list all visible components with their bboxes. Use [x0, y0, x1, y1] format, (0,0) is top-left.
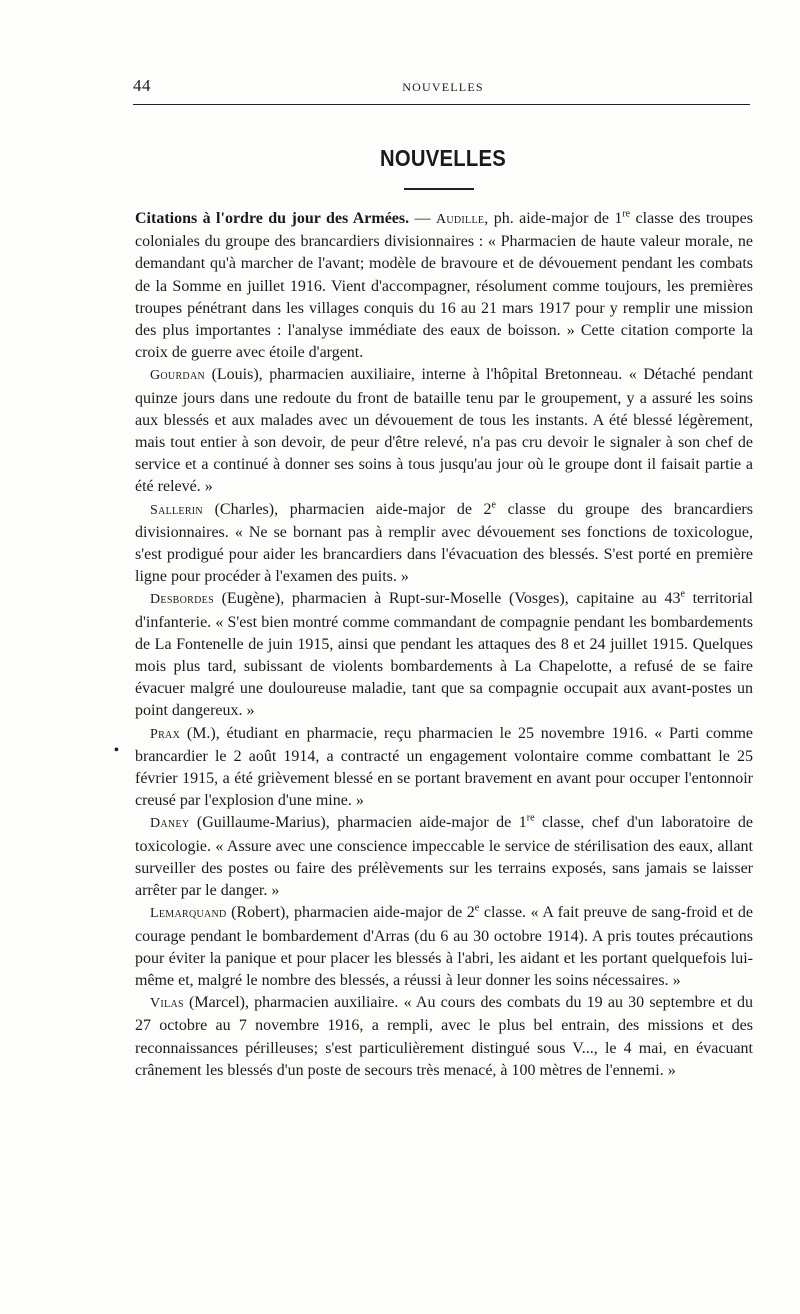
citation-paragraph [135, 902, 753, 992]
person-name: Gourdan [150, 368, 205, 384]
person-name: Daney [150, 816, 190, 832]
page-number: 44 [133, 76, 151, 95]
citation-paragraph [135, 723, 753, 813]
citation-text: (Robert), pharmacien aide-major de 2 [226, 904, 475, 922]
person-name: Desbordes [150, 592, 214, 608]
citation-text: classe des troupes coloniales du groupe des brancardiers divisionnaires : « Pharmacien de haute valeur morale, ne demandant qu'à marcher de l'avant; modèle de bravoure et de dévouement pendant les combats de la Somme en juillet 1916. Vient d'accompagner, résolument comme toujours, les premières troupes pénétrant dans les villages conquis du 16 au 21 mars 1917 pour y remplir une mission des plus importantes : l'analyse immédiate des eaux de boisson. » Cette citation comporte la croix de guerre avec étoile d'argent. [135, 210, 754, 362]
ordinal-suffix: e [491, 499, 496, 511]
person-name: Vilas [150, 996, 184, 1012]
ordinal-suffix: e [680, 589, 685, 601]
running-title: NOUVELLES [402, 80, 484, 94]
citation-text: (Eugène), pharmacien à Rupt-sur-Moselle (Vosges), capitaine au 43 [213, 590, 681, 608]
citation-paragraph [135, 992, 753, 1082]
section-title: NOUVELLES [379, 145, 507, 171]
person-name: Audille [435, 212, 485, 227]
person-name: Lemarquand [150, 906, 227, 922]
citation-paragraph [135, 364, 753, 498]
ordinal-suffix: re [622, 208, 631, 220]
person-name: Sallerin [150, 502, 203, 518]
citation-text: (Charles), pharmacien aide-major de 2 [202, 500, 492, 518]
citation-text: classe du groupe des brancardiers divisionnaires. « Ne se bornant pas à remplir avec dévouement ses fonctions de toxicologue, s'est prodigué pour aider les brancardiers dans l'évacuation des blessés. S'est porté en première ligne pour procéder à l'examen des puits. » [135, 500, 753, 586]
citation-text: classe, chef d'un laboratoire de toxicologie. « Assure avec une conscience impeccable le service de stérilisation des eaux, allant surveiller des postes ou faire des prélèvements sur les terrains exposés, sans jamais se laisser arrêter par le danger. » [135, 814, 754, 900]
ordinal-suffix: re [526, 813, 535, 825]
citation-text: (M.), étudiant en pharmacie, reçu pharmacien le 25 novembre 1916. « Parti comme brancardier le 2 août 1914, a contracté un engagement volontaire comme combattant le 25 février 1915, a été grièvement blessé en se portant bravement en avant pour occuper l'entonnoir creusé par l'explosion d'une mine. » [135, 724, 753, 810]
citation-text: classe. « A fait preuve de sang-froid et de courage pendant le bombardement d'Arras (du 6 au 30 octobre 1914). A pris toutes précautions pour éviter la panique et pour placer les blessés à l'abri, les aidant et les portant quelquefois lui-même et, malgré le nombre des blessés, a réussi à leur donner les soins nécessaires. » [135, 904, 753, 989]
citation-text: (Guillaume-Marius), pharmacien aide-major de 1 [189, 814, 527, 832]
citation-paragraph [135, 588, 753, 722]
citation-heading: Citations à l'ordre du jour des Armées. [135, 210, 410, 227]
citation-text: territorial d'infanterie. « S'est bien montré comme commandant de compagnie pendant les bombardements de La Fontenelle de juin 1915, ainsi que pendant les attaques des 8 et 24 juillet 1915. Quelques mois plus tard, subissant de violents bombardements à La Chapelotte, a refusé de se faire évacuer malgré une douloureuse maladie, tant que sa compagnie occupait aux avant-postes un point dangereux. » [135, 590, 753, 720]
ordinal-suffix: e [474, 902, 480, 914]
citation-paragraph [135, 812, 753, 902]
header-rule [133, 104, 750, 105]
body-text [135, 208, 753, 1082]
person-name: Prax [150, 726, 181, 742]
page-header [133, 76, 753, 100]
margin-dot: • [114, 743, 119, 758]
citation-text: (Louis), pharmacien auxiliaire, interne à l'hôpital Bretonneau. « Détaché pendant quinze jours dans une redoute du front de bataille tenu par le groupement, y a assuré les soins aux blessés et aux malades avec un dévouement de tous les instants. A été blessé légèrement, mais tout entier à son devoir, de peur d'être relevé, n'a pas cru devoir le signaler à son chef de service et a continué à donner ses soins à tous jusqu'au jour où le groupe dont il faisait partie a été relevé. » [135, 366, 753, 496]
citation-text: , ph. aide-major de 1 [484, 210, 623, 227]
title-rule [404, 188, 474, 190]
citation-paragraph [135, 208, 753, 364]
citation-paragraph [135, 499, 753, 589]
citation-text: (Marcel), pharmacien auxiliaire. « Au cours des combats du 19 au 30 septembre et du 27 octobre au 7 novembre 1916, a rempli, avec le plus bel entrain, des missions et des reconnaissances périlleuses; s'est particulièrement distingué sous V..., le 4 mai, en évacuant crânement les blessés d'un poste de secours très menacé, à 100 mètres de l'ennemi. » [135, 994, 753, 1079]
heading-dash: — [409, 210, 436, 227]
